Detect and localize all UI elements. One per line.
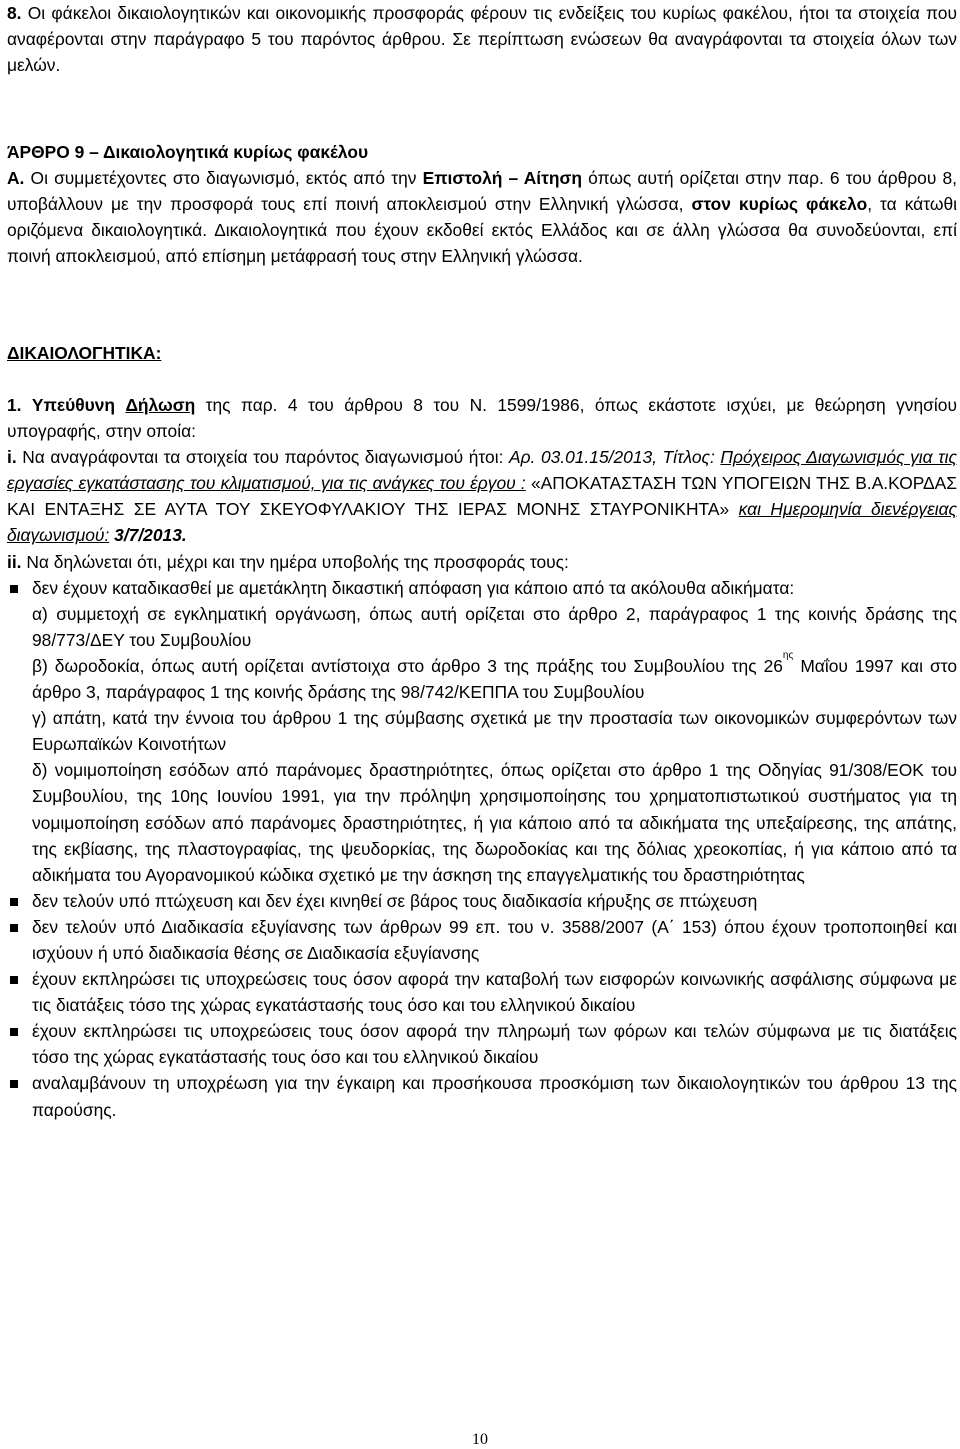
bullet-item-2 bbox=[7, 888, 957, 914]
square-bullet-icon bbox=[10, 1028, 18, 1036]
offence-b bbox=[32, 649, 957, 705]
square-bullet-icon bbox=[10, 898, 18, 906]
intro-text: Οι φάκελοι δικαιολογητικών και οικονομικής προσφοράς φέρουν τις ενδείξεις του κυρίως φακέλου, ήτοι τα στοιχεία που αναφέρονται στην παράγραφο 5 του παρόντος άρθρου. Σε περίπτωση ενώσεων θα αναγράφονται τα στοιχεία όλων των μελών. bbox=[7, 3, 957, 76]
bullet-4-text: έχουν εκπληρώσει τις υποχρεώσεις τους όσον αφορά την καταβολή των εισφορών κοινωνικής ασφάλισης σύμφωνα με τις διατάξεις τόσο της χώρας εγκατάστασής τους όσο και του ελληνικού δικαίου bbox=[32, 969, 957, 1016]
bullet-item-3 bbox=[7, 914, 957, 966]
sub-i-caps: «ΑΠΟΚΑΤΑΣΤΑΣΗ ΤΩΝ ΥΠΟΓΕΙΩΝ ΤΗΣ Β.Α.ΚΟΡΔΑΣ ΚΑΙ ΕΝΤΑΞΗΣ ΣΕ ΑΥΤΑ ΤΟΥ ΣΚΕΥΟΦΥΛΑΚΙΟΥ ΤΗΣ ΙΕΡΑΣ ΜΟΝΗΣ ΣΤΑΥΡΟΝΙΚΗΤΑ» bbox=[7, 473, 958, 520]
item-1-text: της παρ. 4 του άρθρου 8 του Ν. 1599/1986, όπως εκάστοτε ισχύει, με θεώρηση γνησίου υπογραφής, στην οποία: bbox=[7, 395, 957, 442]
paragraph-a bbox=[7, 165, 957, 269]
paragraph-a-text2: όπως αυτή ορίζεται στην παρ. 6 του άρθρου 8, υποβάλλουν με την προσφορά τους επί ποινή αποκλεισμού στην Ελληνική γλώσσα, bbox=[7, 168, 957, 215]
sub-i-italic2: Πρόχειρος Διαγωνισμός για τις εργασίες εγκατάστασης του κλιματισμού, για τις ανάγκες του έργου : bbox=[7, 447, 957, 494]
offence-d: δ) νομιμοποίηση εσόδων από παράνομες δραστηριότητες, όπως ορίζεται στο άρθρο 1 της Οδηγίας 91/308/ΕΟΚ του Συμβουλίου, της 10ης Ιουνίου 1991, για την πρόληψη χρησιμοποίησης του χρηματοπιστωτικού συστήματος για τη νομιμοποίηση εσόδων από παράνομες δραστηριότητες, ή για κάποιο από τα αδικήματα της υπεξαίρεσης, της απάτης, της εκβίασης, της πλαστογραφίας, της ψευδορκίας, της δωροδοκίας και της δόλιας χρεοκοπίας, ή για κάποιο από τα αδικήματα του Αγορανομικού κώδικα σχετικό με την άσκηση της επαγγελματικής του δραστηριότητας bbox=[32, 760, 957, 885]
sub-ii-label: ii. bbox=[7, 551, 22, 572]
intro-number: 8. bbox=[7, 3, 22, 23]
paragraph-a-bold1: Επιστολή – Αίτηση bbox=[422, 168, 583, 188]
sub-ii-text: Να δηλώνεται ότι, μέχρι και την ημέρα υποβολής της προσφοράς τους: bbox=[26, 551, 569, 572]
square-bullet-icon bbox=[10, 585, 18, 593]
paragraph-a-text3: , τα κάτωθι οριζόμενα δικαιολογητικά. Δικαιολογητικά που έχουν εκδοθεί εκτός Ελλάδος και σε άλλη γλώσσα θα συνοδεύονται, επί ποινή αποκλεισμού, από επίσημη μετάφρασή τους στην Ελληνική γλώσσα. bbox=[7, 194, 957, 267]
offence-b-part1: β) δωροδοκία, όπως αυτή ορίζεται αντίστοιχα στο άρθρο 3 της πράξης του Συμβουλίου της 26 bbox=[32, 655, 783, 676]
paragraph-a-bold2: στον κυρίως φάκελο bbox=[691, 194, 868, 215]
item-1 bbox=[7, 392, 957, 1123]
paragraph-a-label: Α. bbox=[7, 168, 25, 188]
bullet-item-4 bbox=[7, 966, 957, 1018]
sub-i-paragraph bbox=[7, 444, 957, 548]
bullet-6-text: αναλαμβάνουν τη υποχρέωση για την έγκαιρη και προσήκουσα προσκόμιση των δικαιολογητικών του άρθρου 13 της παρούσης. bbox=[32, 1073, 957, 1120]
square-bullet-icon bbox=[10, 976, 18, 984]
item-1-bold-a: Υπεύθυνη bbox=[31, 395, 116, 415]
offence-a: α) συμμετοχή σε εγκληματική οργάνωση, όπως αυτή ορίζεται στο άρθρο 2, παράγραφος 1 της κοινής δράσης της 98/773/ΔΕΥ του Συμβουλίου bbox=[32, 603, 957, 650]
sub-i-italic3: και Ημερομηνία διενέργειας διαγωνισμού: bbox=[7, 499, 957, 546]
docs-heading bbox=[7, 340, 957, 366]
sub-i-italic1: Αρ. 03.01.15/2013, Τίτλος: bbox=[508, 447, 715, 468]
bullet-5-text: έχουν εκπληρώσει τις υποχρεώσεις τους όσον αφορά την πληρωμή των φόρων και τελών σύμφωνα με τις διατάξεις τόσο της χώρας εγκατάστασής τους όσο και του ελληνικού δικαίου bbox=[32, 1021, 957, 1068]
page-number: 10 bbox=[472, 1431, 488, 1448]
square-bullet-icon bbox=[10, 924, 18, 932]
bullet-3-text: δεν τελούν υπό Διαδικασία εξυγίανσης των άρθρων 99 επ. του ν. 3588/2007 (Α΄ 153) όπου έχουν τροποποιηθεί και ισχύουν ή υπό διαδικασία θέσης σε Διαδικασία εξυγίανσης bbox=[32, 916, 957, 963]
offence-b-superscript: ης bbox=[782, 649, 794, 661]
article-title-text: ΆΡΘΡΟ 9 – Δικαιολογητικά κυρίως φακέλου bbox=[7, 142, 369, 162]
docs-heading-text: ΔΙΚΑΙΟΛΟΓΗΤΙΚΑ: bbox=[7, 343, 162, 363]
sub-i-date: 3/7/2013. bbox=[114, 525, 187, 546]
item-1-number: 1. bbox=[7, 395, 22, 415]
item-1-bold-b: Δήλωση bbox=[125, 395, 196, 415]
bullet-item-6 bbox=[7, 1070, 957, 1122]
offence-b-part2: Μαΐου 1997 και στο άρθρο 3, παράγραφος 1 της κοινής δράσης της 98/742/ΚΕΠΠΑ του Συμβουλίου bbox=[32, 655, 957, 703]
bullet-item-1 bbox=[7, 575, 957, 888]
bullet-1-text: δεν έχουν καταδικασθεί με αμετάκλητη δικαστική απόφαση για κάποιο από τα ακόλουθα αδικήματα: bbox=[32, 577, 795, 598]
bullet-2-text: δεν τελούν υπό πτώχευση και δεν έχει κινηθεί σε βάρος τους διαδικασία κήρυξης σε πτώχευση bbox=[32, 890, 758, 911]
bullet-item-5 bbox=[7, 1018, 957, 1070]
paragraph-a-text1: Οι συμμετέχοντες στο διαγωνισμό, εκτός από την bbox=[30, 168, 417, 188]
article-title bbox=[7, 139, 957, 165]
sub-i-label: i. bbox=[7, 447, 17, 468]
item-1-paragraph bbox=[7, 392, 957, 444]
square-bullet-icon bbox=[10, 1080, 18, 1088]
intro-paragraph bbox=[7, 0, 957, 78]
sub-ii-paragraph bbox=[7, 549, 957, 575]
sub-i-text1: Να αναγράφονται τα στοιχεία του παρόντος διαγωνισμού ήτοι: bbox=[22, 447, 504, 468]
offence-c: γ) απάτη, κατά την έννοια του άρθρου 1 της σύμβασης σχετικά με την προστασία των οικονομικών συμφερόντων των Ευρωπαϊκών Κοινοτήτων bbox=[32, 708, 957, 755]
